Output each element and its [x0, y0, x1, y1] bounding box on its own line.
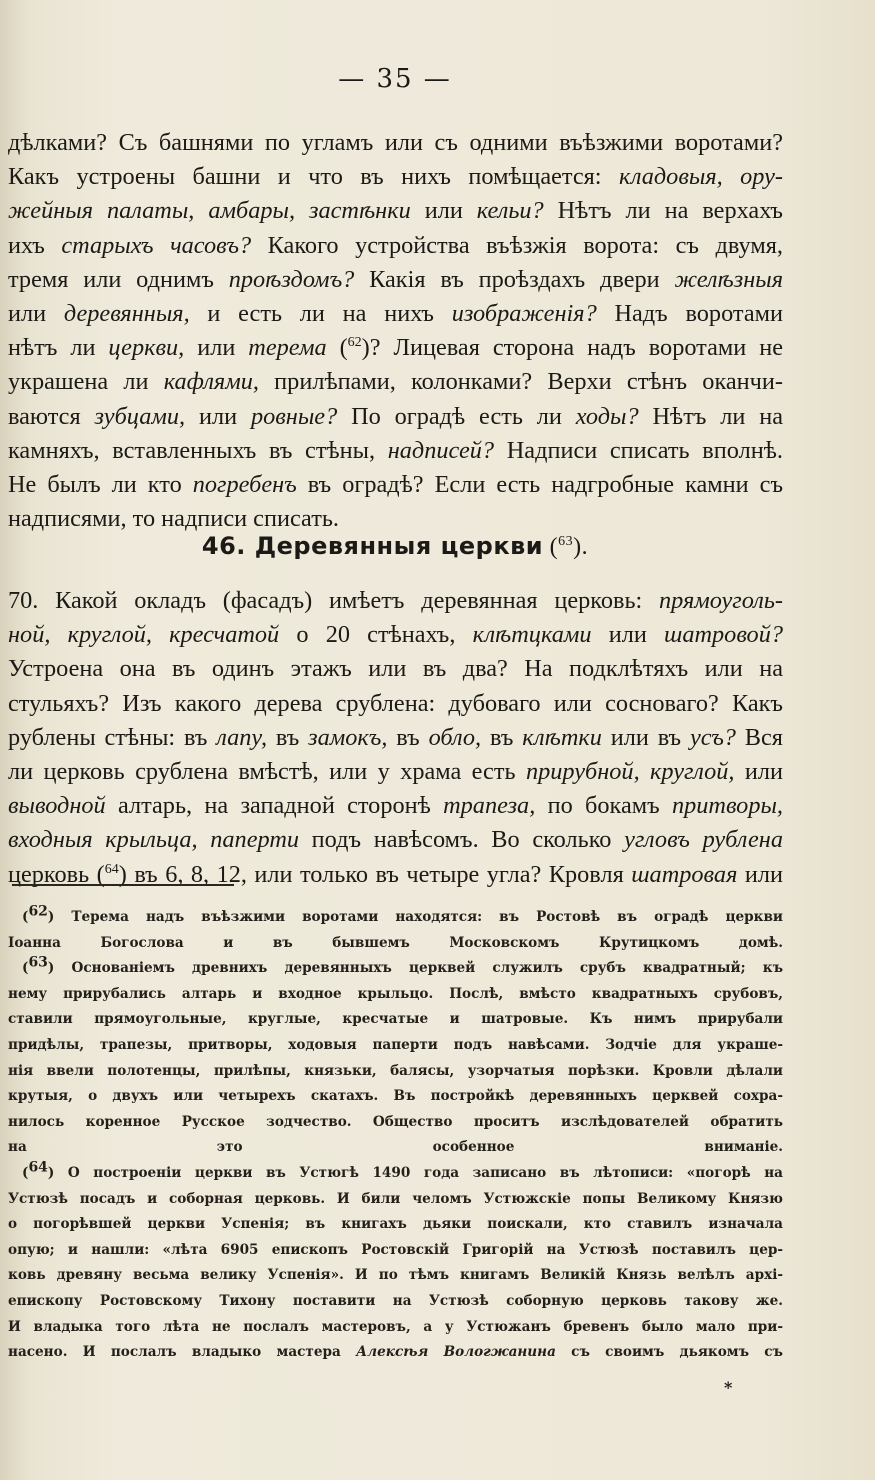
footnote-line: ставили прямоугольные, круглые, кресчатые и шатровые. Къ нимъ прирубали [8, 1011, 783, 1028]
text-line: надписями, то надписи списать. [8, 505, 339, 533]
footnote-divider [12, 884, 234, 886]
footnote-line: епископу Ростовскому Тихону поставити на Устюзѣ соборную церковь такову же. [8, 1292, 783, 1309]
text-line: ной, круглой, кресчатой о 20 стѣнахъ, клѣтцками или шатровой? [8, 621, 784, 649]
footnote-62: (62) Терема надъ въѣзжими воротами находятся: въ Ростовѣ въ оградѣ церкви [22, 903, 783, 925]
footnote-64: (64) О построеніи церкви въ Устюгѣ 1490 года записано въ лѣтописи: «погорѣ на [22, 1159, 783, 1181]
text-line: ли церковь срублена вмѣстѣ, или у храма есть прирубной, круглой, или [8, 758, 783, 786]
footnote-line: Устюзѣ посадъ и соборная церковь. И били челомъ Устюжскіе попы Великому Князю [8, 1190, 783, 1207]
footnote-line: Іоанна Богослова и въ бывшемъ Московскомъ Крутицкомъ домѣ. [8, 934, 783, 951]
text-line: выводной алтарь, на западной сторонѣ трапеза, по бокамъ притворы, [8, 792, 783, 820]
footnote-line: нему прирубались алтарь и входное крыльцо. Послѣ, вмѣсто квадратныхъ срубовъ, [8, 985, 783, 1002]
paragraph-section-1 [8, 126, 783, 536]
text-line: церковь ($^{64}$) въ 6, 8, 12, или только въ четыре угла? Кровля шатровая или [8, 860, 783, 888]
footnote-63: (63) Основаніемъ древнихъ деревянныхъ церквей служилъ срубъ квадратный; къ [22, 954, 783, 977]
footnote-line: насено. И послалъ владыко мастера Алексѣя Вологжанина съ своимъ дьякомъ съ [8, 1344, 783, 1361]
section-heading: 46. Деревянныя церкви ($^{63}$). [201, 532, 589, 560]
text-line: тремя или однимъ проѣздомъ? Какія въ проѣздахъ двери желѣзныя [8, 265, 783, 293]
paragraph-section-2 [8, 584, 783, 892]
text-line: жейныя палаты, амбары, застѣнки или кельи? Нѣтъ ли на верхахъ [8, 197, 783, 225]
text-line: рублены стѣны: въ лапу, въ замокъ, въ обло, въ клѣтки или въ усъ? Вся [8, 723, 783, 751]
text-line: входныя крыльца, паперти подъ навѣсомъ. Во сколько угловъ рублена [8, 826, 783, 854]
footnote-ref-64: 64 [104, 861, 119, 877]
text-line: дѣлками? Съ башнями по угламъ или съ одними въѣзжими воротами? [8, 129, 783, 156]
text-line: стульяхъ? Изъ какого дерева срублена: дубоваго или сосноваго? Какъ [8, 689, 783, 717]
footnote-line: на это особенное вниманіе. [8, 1139, 783, 1156]
footnote-ref-63: 63 [558, 534, 574, 549]
text-line: Устроена она въ одинъ этажъ или въ два? На подклѣтяхъ или на [8, 655, 783, 683]
text-line: или деревянныя, и есть ли на нихъ изображенія? Надъ воротами [8, 300, 783, 328]
text-line: камняхъ, вставленныхъ въ стѣны, надписей? Надписи списать вполнѣ. [8, 436, 783, 464]
footnote-line: придѣлы, трапезы, притворы, ходовыя паперти подъ навѣсами. Зодчіе для украше- [8, 1036, 783, 1053]
text-line: Какъ устроены башни и что въ нихъ помѣщается: кладовыя, ору- [8, 163, 783, 191]
text-line: нѣтъ ли церкви, или терема ($^{62}$)? Лицевая сторона надъ воротами не [8, 334, 784, 362]
page-number: — 35 — [338, 64, 452, 94]
footnote-line: крутыя, о двухъ или четырехъ скатахъ. Въ постройкѣ деревянныхъ церквей сохра- [8, 1088, 783, 1105]
footnote-line: о погорѣвшей церкви Успенія; въ книгахъ дьяки поискали, кто ставилъ изначала [8, 1216, 783, 1233]
text-line: Не былъ ли кто погребенъ въ оградѣ? Если есть надгробные камни съ [8, 471, 784, 499]
text-line: ваются зубцами, или ровные? По оградѣ есть ли ходы? Нѣтъ ли на [8, 402, 783, 430]
footnote-line: ковь древяну весьма велику Успенія». И по тѣмъ книгамъ Великій Князь велѣлъ архі- [8, 1267, 783, 1284]
footnote-line: нилось коренное Русское зодчество. Общество проситъ изслѣдователей обратить [8, 1113, 783, 1130]
signature-mark: * [724, 1378, 733, 1397]
text-line: украшена ли кафлями, прилѣпами, колонками? Верхи стѣнъ оканчи- [8, 368, 783, 396]
footnote-line: опую; и нашли: «лѣта 6905 епископъ Ростовскій Григорій на Устюзѣ поставилъ цер- [8, 1241, 783, 1258]
text-line: ихъ старыхъ часовъ? Какого устройства въѣзжія ворота: съ двумя, [8, 231, 783, 259]
footnote-line: нія ввели полотенцы, прилѣпы, князьки, балясы, узорчатыя порѣзки. Кровли дѣлали [8, 1062, 783, 1079]
footnote-ref-62: 62 [347, 335, 362, 351]
footnotes [8, 905, 783, 1366]
text-line: 70. Какой окладъ (фасадъ) имѣетъ деревянная церковь: прямоуголь- [8, 587, 783, 614]
footnote-line: И владыка того лѣта не послалъ мастеровъ, а у Устюжанъ бревенъ было мало при- [8, 1318, 783, 1335]
